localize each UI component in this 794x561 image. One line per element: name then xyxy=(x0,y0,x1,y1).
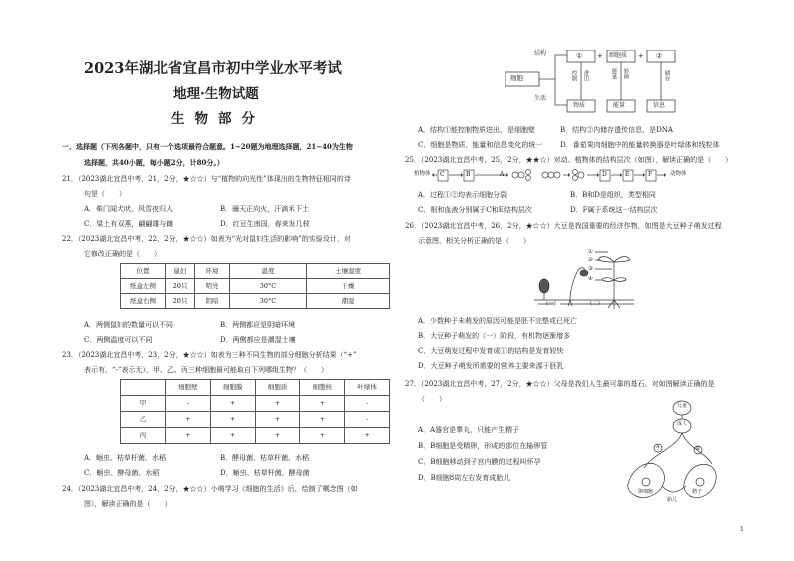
diagram-energy: 能量 xyxy=(613,102,626,109)
q21-stem-1: 21．（2023湖北宜昌中考，21，2分，★☆☆）与“植物的向光性”体现出的生物特征相同的诗 xyxy=(62,175,351,183)
q23-td: 乙 xyxy=(121,412,166,428)
page-number: 1 xyxy=(740,526,744,533)
q22-td: 干燥 xyxy=(307,279,390,294)
q22-stem-1: 22．（2023湖北宜昌中考，22，2分，★☆☆）如表为“光对鼠妇生活的影响”的实验设计，对 xyxy=(62,235,351,243)
q21-option-c: C．梁上有双燕，翩翩雄与雌 xyxy=(84,220,174,228)
q24-option-c: C．细胞是物质、能量和信息变化的统一 xyxy=(418,141,543,149)
q23-td: + xyxy=(210,428,255,444)
q24-option-d: D．番茄果肉细胞中的能量转换器是叶绿体和线粒体 xyxy=(560,141,720,149)
q23-th: 细胞核 xyxy=(300,380,345,396)
q22-stem-2: 它修改正确的是（ ） xyxy=(84,250,161,258)
q22-td: 20只 xyxy=(166,294,195,309)
q26-label-3: ③ xyxy=(588,266,593,272)
q25-node-a: A xyxy=(500,171,505,178)
q25-node-d: D xyxy=(602,171,607,178)
q25-animal: 动物体 xyxy=(670,171,687,177)
q23-td: + xyxy=(300,428,345,444)
q23-th xyxy=(121,380,166,396)
q21-option-d: D．红豆生南国，春来发几枝 xyxy=(220,220,310,228)
diagram-n2: ② xyxy=(656,52,663,60)
diagram-info: 信息 xyxy=(653,102,666,109)
q26-option-b: B．大豆种子萌发的（一）阶段，有机物逐渐增多 xyxy=(418,332,571,340)
q22-th: 位置 xyxy=(121,264,166,279)
q25-node-f: F xyxy=(648,171,653,178)
q25-node-e: E xyxy=(625,171,630,178)
q23-td: + xyxy=(255,412,300,428)
q23-td: + xyxy=(210,412,255,428)
q27-label-a: A xyxy=(656,444,660,450)
q23-option-d: D．蛔虫、枯草杆菌、酵母菌 xyxy=(220,469,310,477)
q22-option-a: A．两侧鼠妇的数量可以不同 xyxy=(84,321,174,329)
q27-option-c: C．B细胞移动到子宫内膜的过程叫怀孕 xyxy=(418,458,541,466)
q23-option-a: A．蛔虫、枯草杆菌、水稻 xyxy=(84,454,167,462)
q23-th: 细胞质 xyxy=(255,380,300,396)
q22-th: 土壤湿度 xyxy=(307,264,390,279)
q21-option-a: A．柴门闻犬吠，风雪夜归人 xyxy=(84,205,174,213)
q22-option-d: D．两侧都应是潮湿土壤 xyxy=(220,336,296,344)
q23-td: + xyxy=(255,428,300,444)
q24-option-a: A．结构①能控制物质进出，是细胞壁 xyxy=(418,126,536,134)
connector-structure xyxy=(539,55,567,79)
q24-option-b: B．结构②内储存遗传信息，是DNA xyxy=(560,126,673,134)
q21-option-b: B．骊天正向火，汗滴禾下土 xyxy=(220,205,310,213)
q27-label-adult: 成人 xyxy=(677,421,688,427)
q22-td: 纸盒左侧 xyxy=(121,279,166,294)
q22-option-c: C．两侧温度可以不同 xyxy=(84,336,153,344)
q23-td: + xyxy=(255,396,300,412)
q21-stem-2: 句是（ ） xyxy=(84,190,126,198)
q25-option-a: A．过程①②均表示细胞分裂 xyxy=(418,191,508,199)
q23-option-b: B．酵母菌、枯草杆菌、水稻 xyxy=(220,454,310,462)
diagram-life: 生活 xyxy=(534,95,547,102)
q23-th: 细胞壁 xyxy=(166,380,211,396)
q27-label-b: B xyxy=(696,446,700,452)
q22-option-b: B．两侧都应是阴暗环境 xyxy=(220,321,296,329)
q25-stem: 25．（2023湖北宜昌中考，25，2分，★★☆）对动、植物体的结构层次（如图），解读正确的是（ ） xyxy=(405,156,733,164)
q27-label-egg: 卵细胞 xyxy=(638,489,654,495)
q22-td: 纸盒右侧 xyxy=(121,294,166,309)
q24-stem-2: 图），解读正确的是（ ） xyxy=(84,500,172,508)
q26-option-c: C．大豆萌发过程中发育成①的结构是发育较快 xyxy=(418,347,564,355)
q26-stage-1: (一) xyxy=(546,301,556,307)
diagram-control: 控制 xyxy=(570,70,577,81)
q22-td: 30°C xyxy=(230,279,307,294)
q23-td: 甲 xyxy=(121,396,166,412)
instructions-line-1: 一、选择题（下列各题中，只有一个选项最符合题意。1~20题为地理选择题，21~40为生物 xyxy=(62,142,353,151)
connector-life xyxy=(555,79,567,105)
q23-table xyxy=(120,379,390,444)
q22-td: 潮湿 xyxy=(307,294,390,309)
q23-td: + xyxy=(345,428,390,444)
q25-plant: 植物体 xyxy=(414,171,431,177)
diagram-in-out: 进出 xyxy=(582,70,589,81)
q23-option-c: C．蛔虫、酵母菌、水稻 xyxy=(84,469,160,477)
q23-th: 细胞膜 xyxy=(210,380,255,396)
q23-td: + xyxy=(166,412,211,428)
q23-stem-2: 表示有，“-”表示无），甲、乙、丙三种细胞最可能取自下列哪组生物？（ ） xyxy=(84,366,329,374)
q26-stem-2: 示意图，相关分析正确的是（ ） xyxy=(418,237,530,245)
q24-stem-1: 24．（2023湖北宜昌中考，24，2分，★☆☆）小萌学习《细胞的生活》后，绘制了概念图（如 xyxy=(62,485,358,493)
section-title: 生物部分 xyxy=(171,111,265,127)
diagram-energy-conv-2: 转换 xyxy=(622,68,629,79)
q23-td: - xyxy=(345,412,390,428)
q22-td: 阴暗 xyxy=(195,294,230,309)
q26-label-1: ① xyxy=(588,249,593,255)
exam-title: 2023年湖北省宜昌市初中学业水平考试 xyxy=(84,60,342,77)
q22-td: 明亮 xyxy=(195,279,230,294)
q26-stem-1: 26．（2023湖北宜昌中考，26，2分，★☆☆）大豆是我国重要的经济作物，如图是大豆种子萌发过程 xyxy=(405,222,722,230)
q24-concept-diagram xyxy=(505,50,705,116)
q22-td: 20只 xyxy=(166,279,195,294)
q27-stem-1: 27．（2023湖北宜昌中考，27，2分，★☆☆）父母是我们人生最可靠的基石。对如图解读正确的是 xyxy=(405,380,715,388)
q23-td: + xyxy=(210,396,255,412)
diagram-n1: ① xyxy=(576,52,583,60)
diagram-structure: 结构 xyxy=(534,50,547,57)
q25-option-c: C．根和血液分别属于C和E结构层次 xyxy=(418,206,532,214)
q25-node-b: B xyxy=(466,171,471,178)
q22-th: 温度 xyxy=(230,264,307,279)
instructions-line-2: 选择题，共40小题，每小题2分，计80分。） xyxy=(84,158,224,167)
q27-label-sperm: 精子 xyxy=(692,489,703,495)
q26-label-2: ② xyxy=(588,257,593,263)
q26-option-a: A．少数种子未萌发的原因可能是胚不完整或已死亡 xyxy=(418,317,578,325)
diagram-cytoplasm: 细胞质 xyxy=(609,52,628,59)
q25-option-b: B．B和D是组织，类型相同 xyxy=(570,191,656,199)
q23-th: 叶绿体 xyxy=(345,380,390,396)
q23-td: + xyxy=(300,396,345,412)
q22-table xyxy=(120,263,390,309)
q27-option-d: D．B细胞8周左右发育成胎儿 xyxy=(418,474,511,482)
exam-subtitle: 地理·生物试题 xyxy=(173,86,259,102)
q27-label-child: 儿童 xyxy=(677,403,688,409)
q27-label-fetus: 胎儿 xyxy=(667,497,678,503)
q23-td: + xyxy=(166,428,211,444)
diagram-plus-1: + xyxy=(597,52,603,60)
q26-stage-2: (二) xyxy=(590,301,600,307)
q27-option-a: A．A器官是睾丸，只能产生精子 xyxy=(418,426,520,434)
q23-td: - xyxy=(166,396,211,412)
q26-option-d: D．大豆种子萌发所需要的营养主要来源于胚乳 xyxy=(418,362,564,370)
q23-td: - xyxy=(345,396,390,412)
q23-td: + xyxy=(300,412,345,428)
q25-option-d: D．F属于系统这一结构层次 xyxy=(570,206,658,214)
diagram-energy-conv-1: 能量 xyxy=(610,68,617,79)
q23-stem-1: 23．（2023湖北宜昌中考，23，2分，★☆☆）如表为三种不同生物的部分细胞分析结果（“+” xyxy=(62,351,357,359)
q22-td: 30°C xyxy=(230,294,307,309)
q27-option-b: B．B细胞是受精卵，形成的部位在输卵管 xyxy=(418,442,548,450)
q26-label-4: ④ xyxy=(588,276,593,282)
q22-th: 鼠妇 xyxy=(166,264,195,279)
q25-node-c: C xyxy=(440,171,445,178)
diagram-cell: 细胞 xyxy=(510,74,523,82)
q22-th: 环境 xyxy=(195,264,230,279)
diagram-plus-2: + xyxy=(638,52,644,60)
q27-stem-2: （ ） xyxy=(418,395,446,403)
q23-td: 丙 xyxy=(121,428,166,444)
diagram-matter: 物质 xyxy=(573,102,586,109)
diagram-store: 储存 xyxy=(663,70,670,81)
